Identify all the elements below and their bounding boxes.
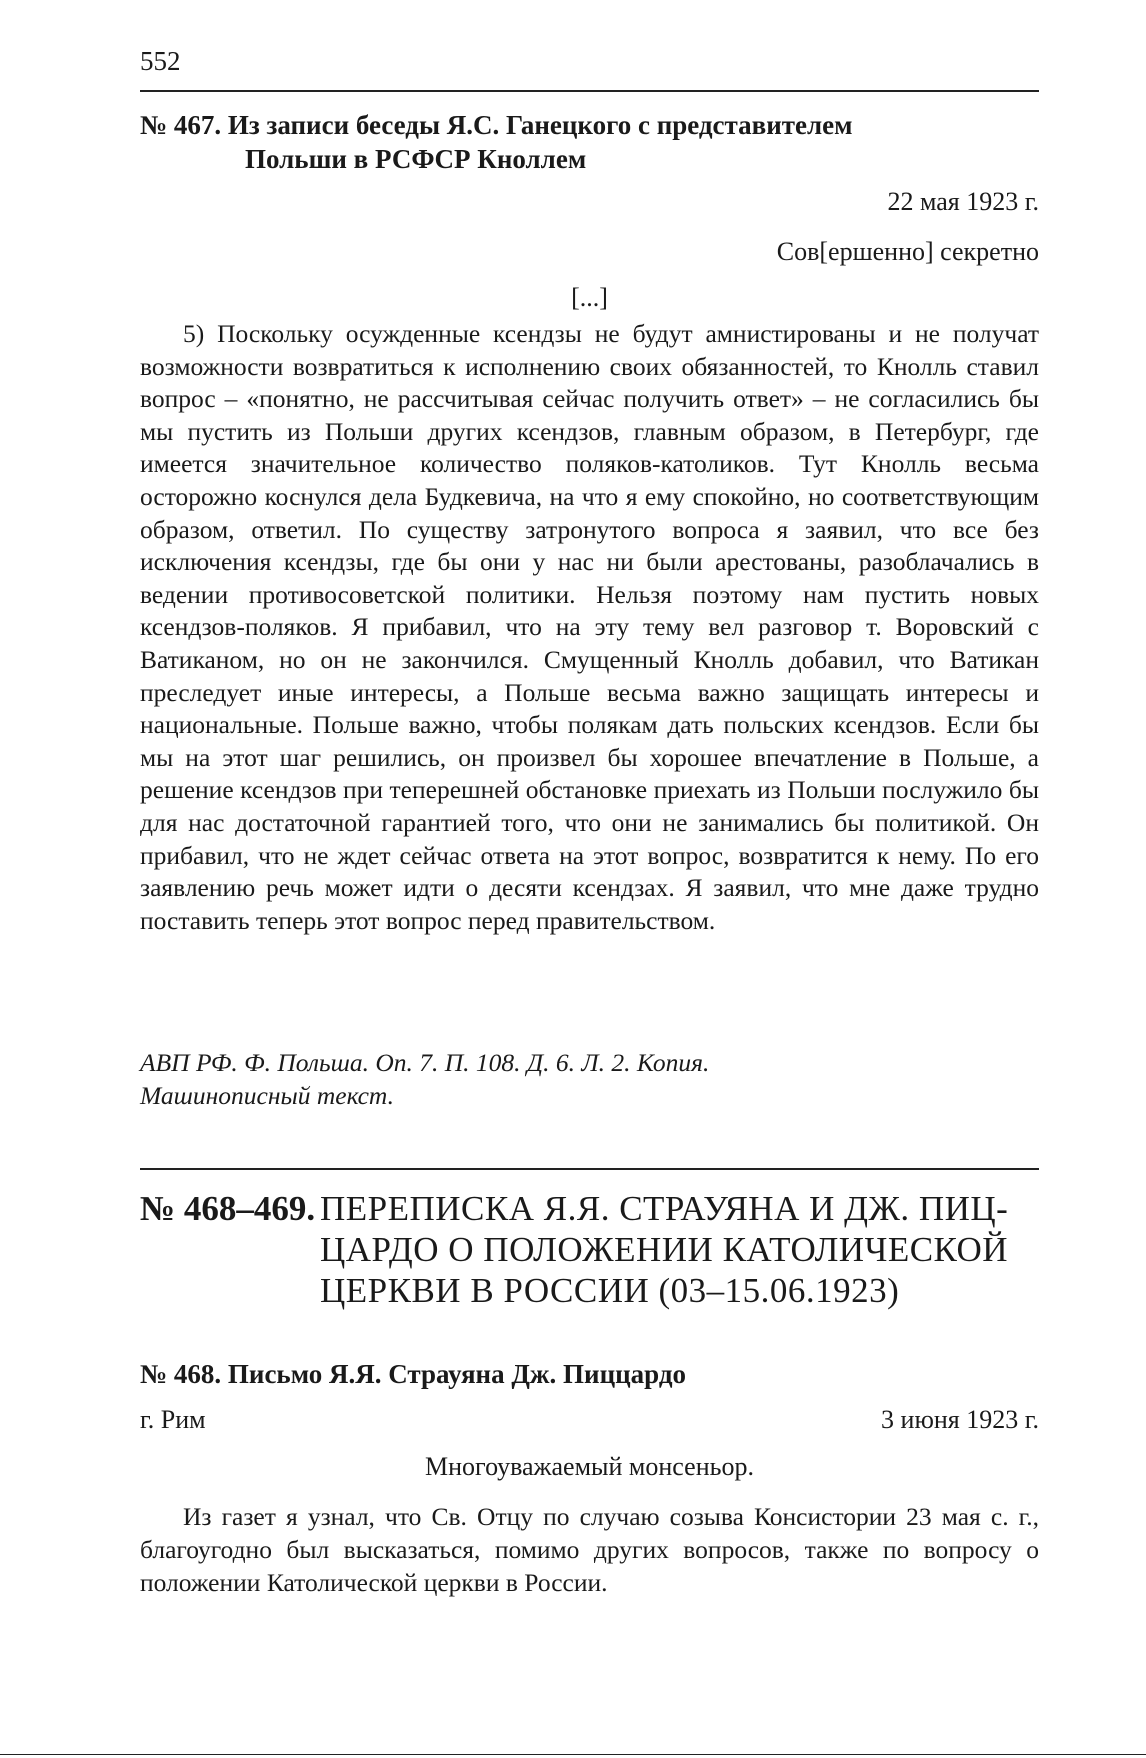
archive-reference-line2: Машинописный текст.: [140, 1081, 395, 1110]
doc-467-title-line1: Из записи беседы Я.С. Ганецкого с представителем: [227, 110, 853, 140]
doc-468-paragraph: Из газет я узнал, что Св. Отцу по случаю созыва Консистории 23 мая с. г., благоугодно был высказаться, помимо других вопросов, также по вопросу о положении Католической церкви в России.: [140, 1502, 1039, 1597]
doc-467-heading: [140, 108, 1039, 176]
archive-reference: [140, 1046, 1039, 1112]
header-rule: [140, 90, 1039, 92]
archive-reference-line1: АВП РФ. Ф. Польша. Оп. 7. П. 108. Д. 6. Л. 2. Копия.: [140, 1048, 710, 1077]
section-title-line2: ЦАРДО О ПОЛОЖЕНИИ КАТОЛИЧЕСКОЙ: [320, 1230, 1009, 1269]
doc-468-date: 3 июня 1923 г.: [881, 1405, 1039, 1434]
doc-467-title-line2: Польши в РСФСР Кноллем: [245, 144, 587, 174]
doc-467-paragraph: 5) Поскольку осужденные ксендзы не будут амнистированы и не получат возможности возвратиться к исполнению своих обязанностей, то Кнолль ставил вопрос – «понятно, не рассчитывая сейчас получить ответ» – не согласились бы мы пустить из Польши других ксендзов, главным образом, в Петербург, где имеется значительное количество поляков-католиков. Тут Кнолль весьма осторожно коснулся дела Будкевича, на что я ему спокойно, но соответствующим образом, ответил. По существу затронутого вопроса я заявил, что все без исключения ксендзы, где бы они у нас ни были арестованы, разоблачались в ведении противосоветской политики. Нельзя поэтому нам пустить новых ксендзов-поляков. Я прибавил, что на эту тему вел разговор т. Воровский с Ватиканом, но он не закончился. Смущенный Кнолль добавил, что Ватикан преследует иные интересы, а Польше весьма важно защищать интересы и национальные. Польше важно, чтобы полякам дать польских ксендзов. Если бы мы на этот шаг решились, он произвел бы хорошее впечатление в Польше, а решение ксендзов при теперешней обстановке приехать из Польши послужило бы для нас достаточной гарантией того, что они не занимались бы политикой. Он прибавил, что не ждет сейчас ответа на этот вопрос, возвратится к нему. По его заявлению речь может идти о десяти ксендзах. Я заявил, что мне даже трудно поставить теперь этот вопрос перед правительством.: [140, 319, 1039, 935]
doc-467-date: 22 мая 1923 г.: [887, 187, 1039, 216]
section-rule: [140, 1168, 1039, 1170]
doc-468-heading: № 468. Письмо Я.Я. Страуяна Дж. Пиццардо: [140, 1359, 686, 1389]
doc-468-salutation: Многоуважаемый монсеньор.: [425, 1452, 754, 1481]
page-bottom-edge: [0, 1754, 1146, 1755]
doc-467-classification: Сов[ершенно] секретно: [776, 237, 1039, 266]
section-title-line3: ЦЕРКВИ В РОССИИ (03–15.06.1923): [320, 1271, 900, 1310]
section-title-line1: ПЕРЕПИСКА Я.Я. СТРАУЯНА И ДЖ. ПИЦ-: [320, 1189, 1009, 1228]
section-number: № 468–469.: [140, 1189, 316, 1228]
doc-468-place: г. Рим: [140, 1405, 206, 1434]
omission-mark: [...]: [571, 283, 608, 312]
doc-467-number: № 467.: [140, 110, 222, 140]
section-title-text: [320, 1188, 1039, 1311]
page-number: 552: [140, 46, 181, 76]
